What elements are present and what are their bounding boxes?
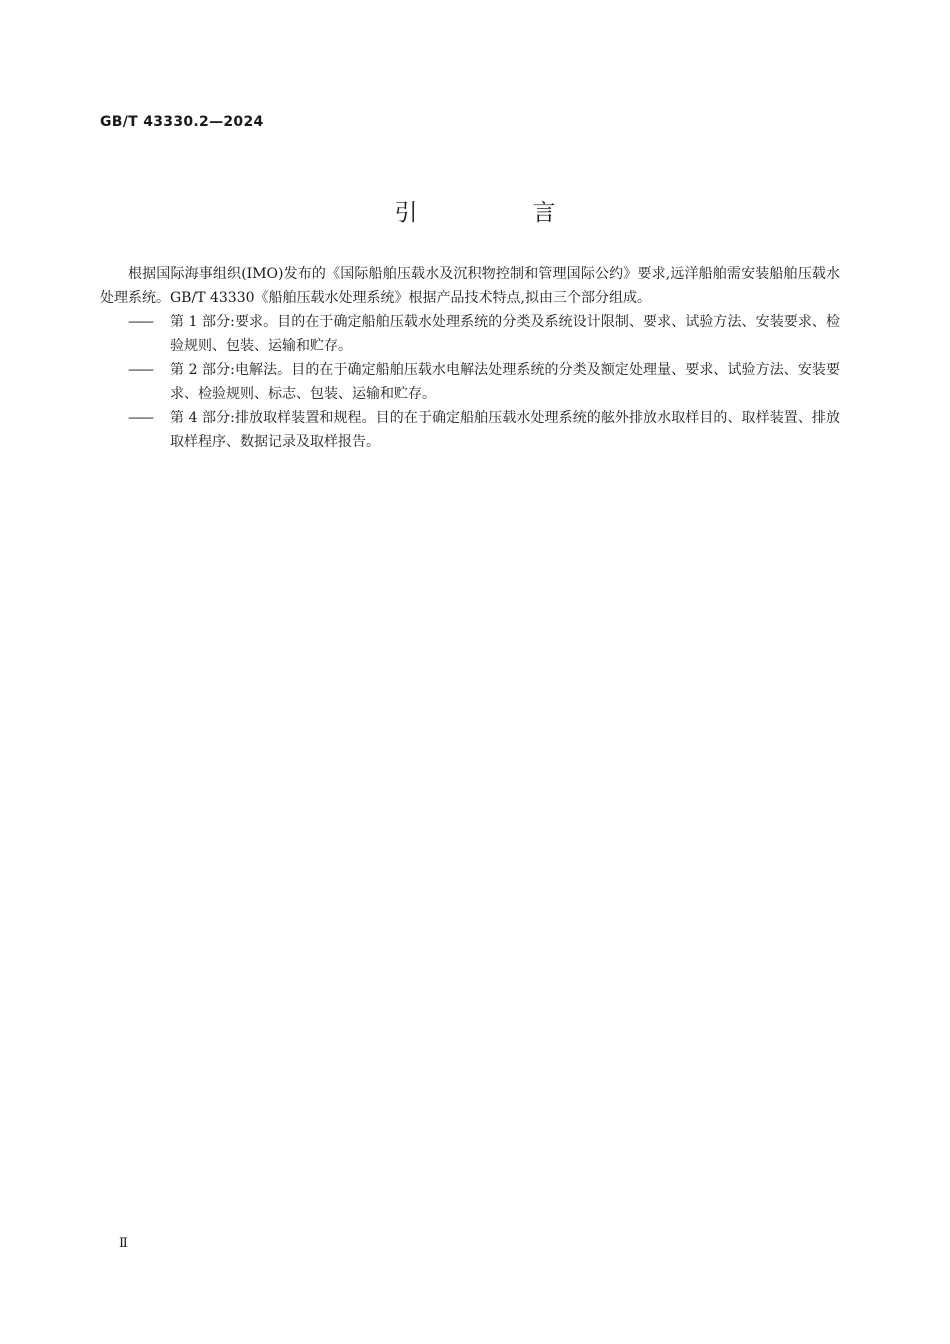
list-dash: —— bbox=[128, 314, 152, 330]
parts-list bbox=[100, 310, 840, 454]
list-item-part-2 bbox=[100, 358, 840, 406]
page-number: Ⅱ bbox=[119, 1236, 128, 1251]
standard-code: GB/T 43330.2—2024 bbox=[100, 114, 264, 130]
list-dash: —— bbox=[128, 410, 152, 426]
part-text: 第 1 部分:要求。目的在于确定船舶压载水处理系统的分类及系统设计限制、要求、试验方法、安装要求、检验规则、包装、运输和贮存。 bbox=[170, 314, 840, 354]
list-item-part-1 bbox=[100, 310, 840, 358]
part-text: 第 2 部分:电解法。目的在于确定船舶压载水电解法处理系统的分类及额定处理量、要求、试验方法、安装要求、检验规则、标志、包装、运输和贮存。 bbox=[170, 362, 840, 402]
page-title: 引 言 bbox=[394, 200, 602, 226]
list-dash: —— bbox=[128, 362, 152, 378]
document-body bbox=[100, 262, 840, 454]
list-item-part-4 bbox=[100, 406, 840, 454]
part-text: 第 4 部分:排放取样装置和规程。目的在于确定船舶压载水处理系统的舷外排放水取样目的、取样装置、排放取样程序、数据记录及取样报告。 bbox=[170, 410, 840, 450]
intro-paragraph: 根据国际海事组织(IMO)发布的《国际船舶压载水及沉积物控制和管理国际公约》要求,远洋船舶需安装船舶压载水处理系统。GB/T 43330《船舶压载水处理系统》根据产品技术特点,拟由三个部分组成。 bbox=[100, 266, 840, 306]
